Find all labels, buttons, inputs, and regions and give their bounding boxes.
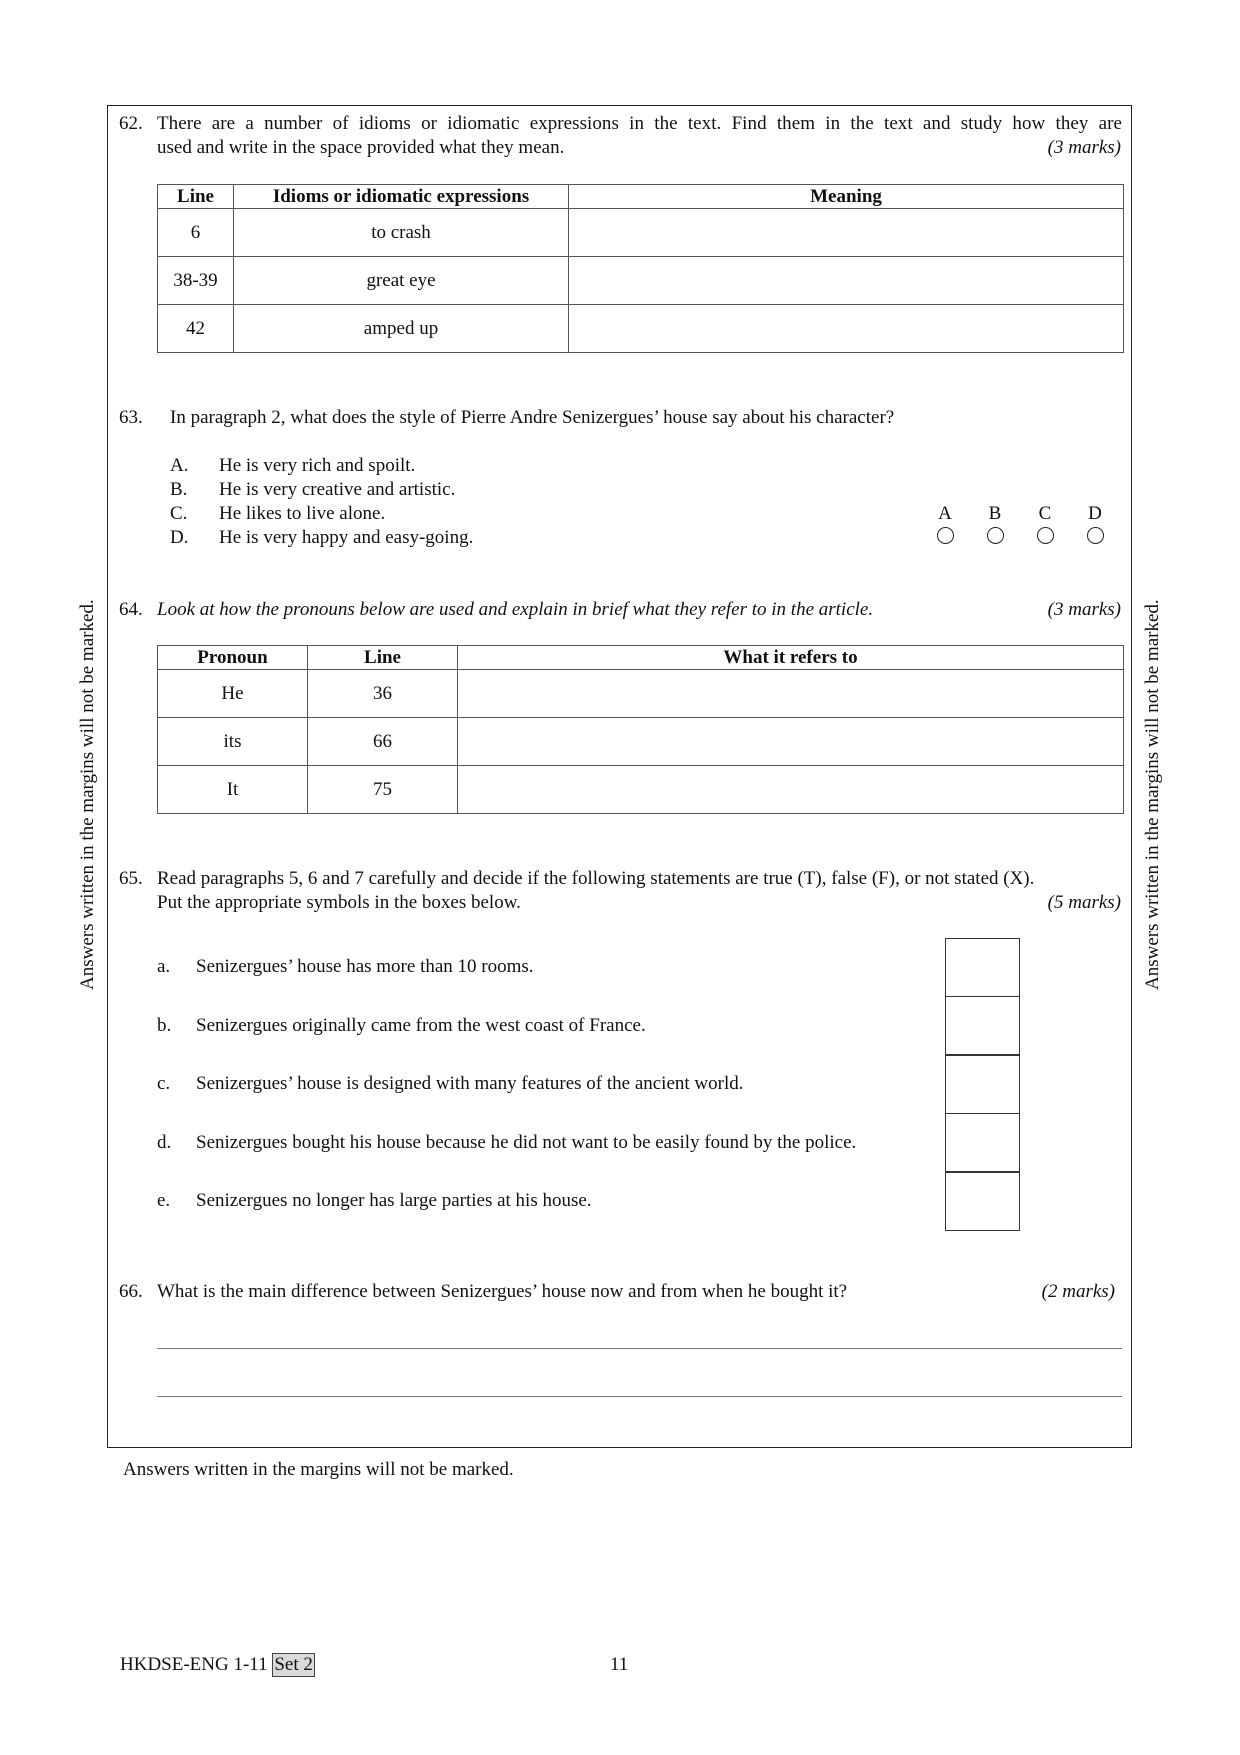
pronoun-cell: It <box>158 766 308 814</box>
right-margin-note: Answers written in the margins will not be marked. <box>1142 599 1163 990</box>
question-text: What is the main difference between Senizergues’ house now and from when he bought it? <box>157 1281 848 1302</box>
question-number: 65. <box>119 868 143 889</box>
line-cell: 6 <box>158 209 234 257</box>
refers-to-answer-cell[interactable] <box>458 670 1124 718</box>
answer-box-a[interactable] <box>945 938 1020 997</box>
question-number: 64. <box>119 599 143 620</box>
option-letter: A. <box>170 455 189 476</box>
column-header-idiom: Idioms or idiomatic expressions <box>234 185 569 209</box>
statement-letter: b. <box>157 1015 172 1036</box>
table-row <box>158 257 1124 305</box>
answer-box-d[interactable] <box>945 1113 1020 1172</box>
meaning-answer-cell[interactable] <box>569 257 1124 305</box>
paper-code: HKDSE-ENG 1-11 <box>120 1654 268 1675</box>
statement-text: Senizergues bought his house because he did not want to be easily found by the police. <box>196 1132 857 1153</box>
question-number: 66. <box>119 1281 143 1302</box>
pronoun-cell: its <box>158 718 308 766</box>
marks-label: (5 marks) <box>1047 892 1121 913</box>
line-cell: 42 <box>158 305 234 353</box>
statement-text: Senizergues no longer has large parties at his house. <box>196 1190 592 1211</box>
question-text-line1: There are a number of idioms or idiomatic expressions in the text. Find them in the text and study how they are <box>157 113 1122 134</box>
set-label: Set 2 <box>274 1654 313 1675</box>
line-cell: 66 <box>308 718 458 766</box>
radio-circle-icon[interactable] <box>1087 527 1104 544</box>
marks-label: (3 marks) <box>1047 137 1121 158</box>
answer-bubble-c[interactable] <box>1035 502 1055 544</box>
column-header-meaning: Meaning <box>569 185 1124 209</box>
meaning-answer-cell[interactable] <box>569 209 1124 257</box>
answer-box-c[interactable] <box>945 1055 1020 1114</box>
bubble-label: A <box>938 503 952 524</box>
radio-circle-icon[interactable] <box>937 527 954 544</box>
answer-box-b[interactable] <box>945 996 1020 1055</box>
statement-letter: a. <box>157 956 171 977</box>
statement-text: Senizergues originally came from the west coast of France. <box>196 1015 646 1036</box>
refers-to-answer-cell[interactable] <box>458 766 1124 814</box>
idiom-cell: great eye <box>234 257 569 305</box>
bubble-label: B <box>988 503 1002 524</box>
question-text: In paragraph 2, what does the style of Pierre Andre Senizergues’ house say about his character? <box>170 407 895 428</box>
line-cell: 38-39 <box>158 257 234 305</box>
table-row <box>158 305 1124 353</box>
question-text-line2: Put the appropriate symbols in the boxes below. <box>157 892 521 913</box>
answer-line-1[interactable] <box>157 1348 1122 1349</box>
option-text: He is very creative and artistic. <box>219 479 456 500</box>
footer <box>120 1653 315 1677</box>
line-cell: 36 <box>308 670 458 718</box>
table-row <box>158 766 1124 814</box>
answer-bubble-a[interactable] <box>935 502 955 544</box>
question-number: 63. <box>119 407 143 428</box>
option-letter: D. <box>170 527 189 548</box>
radio-circle-icon[interactable] <box>987 527 1004 544</box>
question-text: Look at how the pronouns below are used and explain in brief what they refer to in the article. <box>157 599 874 620</box>
bubble-label: D <box>1088 503 1102 524</box>
table-row <box>158 718 1124 766</box>
statement-text: Senizergues’ house is designed with many features of the ancient world. <box>196 1073 744 1094</box>
question-text-line2: used and write in the space provided what they mean. <box>157 137 565 158</box>
option-text: He is very happy and easy-going. <box>219 527 474 548</box>
statement-letter: d. <box>157 1132 172 1153</box>
radio-circle-icon[interactable] <box>1037 527 1054 544</box>
statement-letter: e. <box>157 1190 171 1211</box>
answer-line-2[interactable] <box>157 1396 1122 1397</box>
idioms-table <box>157 184 1124 353</box>
option-text: He likes to live alone. <box>219 503 386 524</box>
statement-text: Senizergues’ house has more than 10 rooms. <box>196 956 534 977</box>
meaning-answer-cell[interactable] <box>569 305 1124 353</box>
option-letter: C. <box>170 503 188 524</box>
option-letter: B. <box>170 479 188 500</box>
pronoun-cell: He <box>158 670 308 718</box>
left-margin-note: Answers written in the margins will not be marked. <box>77 599 98 990</box>
marks-label: (2 marks) <box>1041 1281 1115 1302</box>
table-row <box>158 670 1124 718</box>
answer-bubble-b[interactable] <box>985 502 1005 544</box>
question-number: 62. <box>119 113 143 134</box>
refers-to-answer-cell[interactable] <box>458 718 1124 766</box>
page-number: 11 <box>610 1654 629 1675</box>
pronouns-table <box>157 645 1124 814</box>
idiom-cell: to crash <box>234 209 569 257</box>
question-text-line1: Read paragraphs 5, 6 and 7 carefully and decide if the following statements are true (T), false (F), or not stated (X). <box>157 868 1035 889</box>
bubble-label: C <box>1038 503 1052 524</box>
table-row <box>158 209 1124 257</box>
column-header-refers-to: What it refers to <box>458 646 1124 670</box>
line-cell: 75 <box>308 766 458 814</box>
statement-letter: c. <box>157 1073 171 1094</box>
column-header-pronoun: Pronoun <box>158 646 308 670</box>
column-header-line: Line <box>308 646 458 670</box>
answer-bubble-d[interactable] <box>1085 502 1105 544</box>
column-header-line: Line <box>158 185 234 209</box>
option-text: He is very rich and spoilt. <box>219 455 416 476</box>
bottom-margin-note: Answers written in the margins will not be marked. <box>123 1459 514 1480</box>
marks-label: (3 marks) <box>1047 599 1121 620</box>
answer-box-e[interactable] <box>945 1172 1020 1231</box>
idiom-cell: amped up <box>234 305 569 353</box>
